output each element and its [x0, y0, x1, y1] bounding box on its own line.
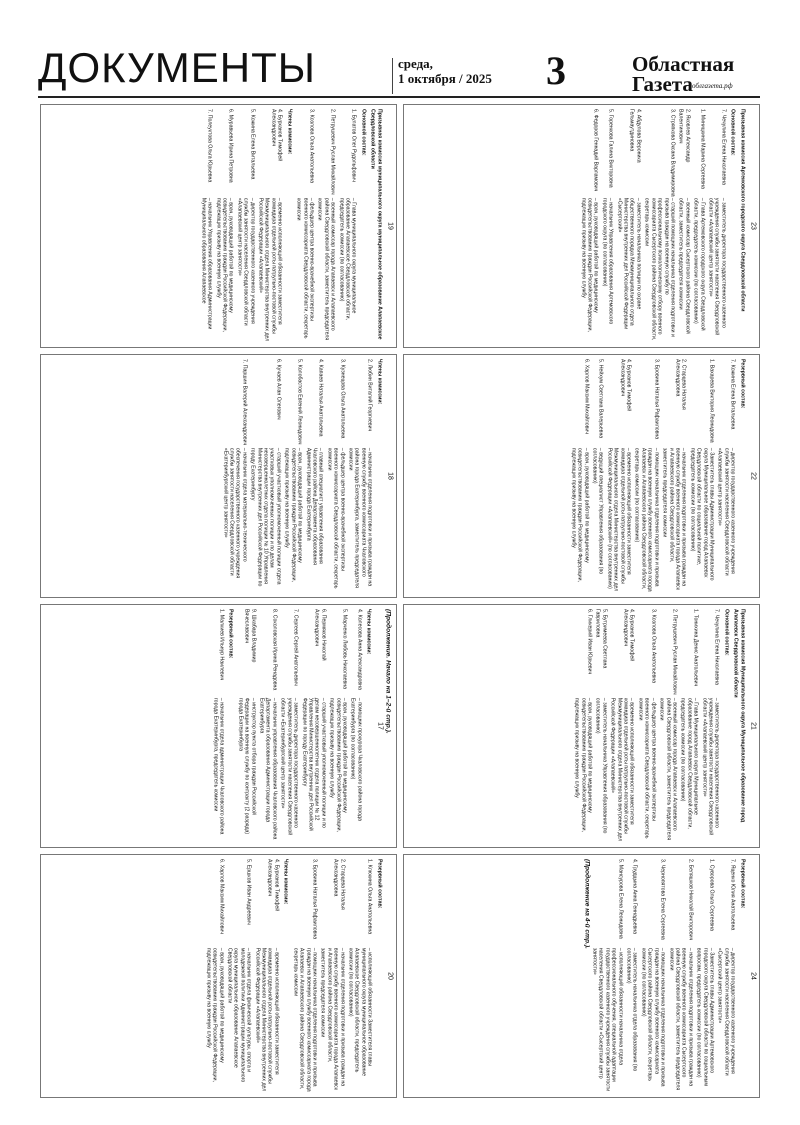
member-row — [594, 609, 607, 843]
site-link[interactable]: облгазета.рф — [692, 82, 733, 90]
member-row — [221, 359, 247, 593]
document-page-23 — [403, 104, 760, 348]
member-row — [661, 359, 687, 593]
member-row — [695, 859, 714, 1093]
member-row — [679, 609, 698, 843]
member-row — [667, 859, 693, 1093]
member-name: 7. Яценко Юлия Анатольевна — [729, 859, 736, 931]
member-position: – главный специалист управления образования Чкаловского района Департамента образования Администрации города Екатеринбурга — [304, 447, 324, 565]
member-row — [337, 109, 356, 343]
member-name: 3. Бровина Наталья Рафаиловна — [310, 859, 317, 940]
member-position: – начальник отделения подготовки и призыва граждан на военную службу военного комиссариата города Алапаевск и Алапаевского района Свердловской области, заместитель председателя комиссии — [319, 947, 345, 1091]
section-heading: Члены комиссии: — [365, 609, 372, 655]
member-position: – Заместитель главы Администрации Муниципального округа Муниципальное образование город Алапаевск Свердловской области по социальной политике, председатель комиссии (по согласованию) — [688, 447, 714, 581]
section-heading: Резервный состав: — [738, 359, 745, 409]
member-name: 4. Бурханов Тимофей Александрович — [266, 859, 279, 912]
member-row — [658, 609, 677, 843]
attachment-number: 20 — [386, 972, 393, 980]
member-row — [347, 359, 373, 593]
member-position: – фельдшер центра военно-врачебной экспертизы военного комиссариата Свердловской области, секретарь комиссии — [295, 197, 314, 339]
member-name: 3. Козлова Ольга Анатольевна — [649, 609, 656, 684]
member-position: – временно исполняющий обязанности заместителя командира отдельной роты патрульно-постовой службы Межмуниципального отдела Министерства внутренних дел Российской Федерации «Алапаевский» — [253, 947, 279, 1092]
section-heading: Резервный состав: — [375, 859, 382, 909]
member-row — [295, 109, 314, 343]
member-position: – начальник отдела администрации Чкаловского района города Екатеринбурга, председатель комиссии — [211, 697, 225, 835]
section-heading: Члены комиссии: — [285, 109, 292, 155]
member-position: – заместитель начальника полиции по охране общественного порядка Межмуниципального отдела Министерства внутренних дел Российской Федерации «Сысертский» — [615, 197, 641, 330]
member-row — [204, 859, 223, 1093]
member-name: 2. Старцева Наталья Александровна — [673, 359, 687, 410]
member-row — [319, 859, 345, 1093]
document-page-24 — [403, 854, 760, 1098]
member-row — [579, 109, 598, 343]
member-row — [573, 609, 592, 843]
member-position: – помощник начальника отделения подготовки и призыва граждан на военную службу военного комиссариата Сысертского района Свердловской области, секретарь комиссии (по согласованию) — [639, 947, 666, 1087]
member-name: 4. Бурханов Тимофей Александрович — [269, 109, 283, 162]
member-name: 5. Нейхум Светлана Валерьевна — [597, 359, 604, 439]
member-name: 5. Кожина Елена Витальевна — [248, 109, 255, 180]
section-heading: Призывная комиссия муниципального округа муниципальное образование Алапаевское Свердловской области — [369, 109, 382, 340]
section-heading: Резервный состав: — [227, 609, 234, 659]
member-row — [316, 109, 335, 343]
member-row — [615, 109, 641, 343]
section-heading: Члены комиссии: — [375, 359, 382, 405]
member-row — [304, 359, 323, 593]
member-row — [253, 859, 279, 1093]
member-row — [692, 109, 705, 343]
member-name: 8. Соколовская Ирина Ренадовна — [270, 609, 277, 691]
attachment-number: 18 — [386, 472, 393, 480]
member-position: – врач, руководящий работой по медицинскому освидетельствованию граждан Российской Федерации, подлежащих призыву на военную службу — [204, 947, 224, 1082]
member-position: – врач, руководящий работой по медицинскому освидетельствованию граждан Российской Федерации, подлежащих призыву на военную службу — [579, 197, 599, 332]
member-name: 3. Стряпкова Оксана Владимировна — [668, 109, 675, 197]
member-name: 1. Малкиев Ильнур Наилевич — [218, 609, 225, 681]
member-name: 7. Сергеев Сергей Анатольевич — [292, 609, 299, 686]
member-position: – директор государственного казенного учреждения службы занятости населения Свердловской области «Алапаевский центр занятости» — [716, 447, 736, 576]
member-position: – временно исполняющий обязанности заместителя командира отдельной роты патрульно-постовой службы Межмуниципального отдела Министерства внутренних дел Российской Федерации «Алапаевский» — [257, 197, 283, 342]
member-position: – начальник отделения подготовки и призыва граждан на военную службу военного комиссариата города Алапаевск и Алапаевского района Свердловской области, заместитель председателя комиссии — [661, 447, 687, 591]
member-position: – Заместитель главы Администрации Артемовского городского округа Свердловской области по социальным вопросам, председатель комиссии (по согласованию) — [695, 947, 714, 1086]
member-name: 1. Тонихина Денис Анатольевич — [692, 609, 699, 687]
member-name: 7. Чечулина Елена Николаевна — [713, 609, 720, 685]
member-row — [700, 609, 719, 843]
issue-date — [398, 56, 492, 86]
member-name: 7. Кожина Елена Витальевна — [729, 359, 736, 430]
masthead — [38, 44, 758, 96]
document-page-22 — [403, 354, 760, 598]
member-position: – Глава муниципального округа муниципальное образование Алапаевское Свердловской области, председатель комиссии (по согласованию) — [337, 197, 357, 320]
header-divider — [392, 58, 393, 94]
member-name: 6. Федоров Геннадий Варламович — [592, 109, 599, 192]
member-name: 6. Кучаев Алан Олегович — [274, 359, 281, 420]
member-position: – врач, руководящий работой по медицинскому освидетельствованию граждан Российской Федерации, подлежащих призыву на военную службу — [214, 197, 234, 332]
attachment-number: 21 — [749, 722, 756, 730]
member-row — [257, 109, 283, 343]
member-name: 5. Марченко Любовь Николаевна — [340, 609, 347, 690]
member-row — [716, 859, 735, 1093]
section-heading: Призывная комиссия Артемовского городского округа Свердловской области — [738, 109, 745, 312]
member-name: 4. Абдулова Вероника Гельмаутдиновна — [628, 109, 641, 163]
member-row — [637, 609, 656, 843]
member-position: – начальник Управления образования Администрации Муниципального образования Алапаевское — [199, 197, 213, 330]
member-position: – начальник отдела материально-технического обеспечения государственного казенного учреждения службы занятости населения Свердловской области «Екатеринбургский центр занятости» — [221, 447, 247, 579]
member-position: – начальник отделения подготовки и призыва граждан на военную службу военного комиссариата Сысертского района Свердловской области, заместитель председателя комиссии — [667, 947, 693, 1091]
logo-line-2: Газета — [632, 72, 693, 96]
document-page-19 — [40, 104, 397, 348]
member-row — [640, 859, 666, 1093]
attachment-number: 19 — [386, 222, 393, 230]
member-row — [707, 109, 726, 343]
member-name: 6. Пермяков Николай Александрович — [313, 609, 326, 661]
member-row — [258, 609, 277, 843]
member-position: – военный комиссар города Алапаевск и Алапаевского района Свердловской области, заместитель председателя комиссии — [316, 197, 336, 341]
member-name: 2. Яковлев Александр Валентинович — [677, 109, 690, 163]
member-position: – фельдшер центра военно-врачебной экспертизы военного комиссариата Свердловской области, секретарь комиссии — [325, 447, 345, 589]
page-number: 3 — [546, 48, 566, 93]
member-name: 2. Любин Виталий Георгиевич — [366, 359, 373, 432]
member-name: 5. Колобастов Евгений Леонидович — [296, 359, 303, 445]
subsection-heading: Основной состав: — [729, 109, 736, 156]
continuation-note: (Продолжение. Начало на 1–2-й стр.). — [384, 609, 391, 734]
member-name: 2. Беляшков Николай Викторович — [686, 859, 693, 941]
member-position: – заместитель директора государственного казенного учреждения службы занятости населения Свердловской области «Алапаевский центр занятости» — [706, 197, 726, 336]
member-position: – старший участковый уполномоченный полиции отдела участковых уполномоченных полиции и по делам несовершеннолетних отдела полиции № 10 Управления Министерства внутренних дел Российской Федерации по городу Екатеринбургу — [249, 447, 281, 587]
member-position: – старший помощник начальника отделения подготовки и призыва граждан на военную службу по профессиональному психологическому отбору военного комиссариата Сысертского района Свердловской области, секретарь комиссии — [643, 197, 675, 341]
member-row — [591, 859, 623, 1093]
member-name: 6. Гликерий Иван Юрьевич — [586, 609, 593, 675]
member-name: 4. Бурханов Тимофей Александрович — [618, 359, 632, 412]
member-row — [291, 859, 317, 1093]
section-heading: Призывная комиссия Муниципального округа Муниципальное образование город Алапаевск Свердловской области — [732, 609, 745, 823]
member-position: – врач, руководящий работой по медицинскому освидетельствованию граждан Российской Федерации, подлежащих призыву на военную службу — [328, 697, 347, 832]
attachment-number: 24 — [749, 972, 756, 980]
member-row — [226, 859, 252, 1093]
member-position: – исполняющий обязанности Заместителя главы муниципального округа муниципальное образование Алапаевское Свердловской области, председатель комиссии (по согласованию) — [346, 947, 373, 1077]
member-name: 3. Чернопятова Елена Сергеевна — [659, 859, 666, 940]
member-name: 5. Ершков Иван Андреевич — [245, 859, 252, 925]
member-name: 4. Колесова Анна Александровна — [355, 609, 362, 690]
member-position: – заместитель директора государственного казенного учреждения службы занятости населения Свердловской области «Алапаевский центр занятости» — [700, 697, 720, 836]
member-row — [249, 359, 281, 593]
member-position: – начальник управления образования Чкаловского района Департамента образования Администрации города Екатеринбурга — [258, 697, 277, 840]
member-position: – Глава Артемовского городского округа Свердловской области, председатель комиссии (по согласованию) — [692, 197, 705, 331]
member-position: – врач, руководящий работой по медицинскому освидетельствованию граждан Российской Федерации, подлежащих призыву на военную службу — [573, 697, 593, 832]
member-name: 1. Булатов Олег Рудольфович — [350, 109, 357, 182]
member-position: – помощник начальника отделения подготовки и призыва граждан на военную службу военного комиссариата города Алапаевск и Алапаевского района Свердловской области, секретарь комиссии (по согласованию) — [633, 447, 659, 592]
member-name: 7. Паршин Валерий Александрович — [240, 359, 247, 446]
member-row — [600, 109, 613, 343]
document-grid — [40, 104, 758, 1094]
member-position: – заместитель начальника Управления образования (по согласованию) — [594, 697, 607, 834]
member-row — [211, 609, 224, 843]
member-position: – старший участковый уполномоченный полиции и по делам несовершеннолетних отдела полиции № 12 Управления Министерства внутренних дел Российской Федерации по городу Екатеринбургу — [300, 697, 326, 831]
member-row — [283, 359, 302, 593]
member-row — [300, 609, 326, 843]
section-title: ДОКУМЕНТЫ — [38, 44, 316, 91]
member-position: – временно исполняющий обязанности заместителя командира отдельной роты патрульно-постовой службы Межмуниципального отдела Министерства внутренних дел Российской Федерации «Алапаевский» (по согласованию) — [605, 447, 632, 592]
attachment-number: 17 — [375, 722, 383, 730]
member-name: 1. Суворова Ольга Сергеевна — [707, 859, 714, 931]
member-row — [199, 109, 212, 343]
member-name: 6. Харлов Максим Михайлович — [217, 859, 224, 934]
member-name: 2. Петрушевич Руслан Михайлович — [670, 609, 677, 695]
member-name: 3. Кузнецова Ольга Анатольевна — [338, 359, 345, 439]
header-rule — [38, 96, 760, 98]
subsection-heading: Основной состав: — [359, 109, 366, 156]
member-row — [633, 359, 659, 593]
member-position: – военный комиссар Сысертского района Свердловской области, заместитель председателя комиссии — [677, 197, 690, 334]
continuation-note: (Продолжение на 4-й стр.). — [582, 859, 590, 949]
member-row — [236, 609, 255, 843]
member-name: 1. Клюкина Ольга Анатольевна — [366, 859, 373, 935]
member-position: – военный комиссар города Алапаевск и Алапаевского района Свердловской области, заместитель председателя комиссии — [658, 697, 677, 841]
member-row — [328, 609, 347, 843]
member-row — [325, 359, 344, 593]
document-page-18 — [40, 354, 397, 598]
attachment-number: 23 — [749, 222, 756, 230]
member-row — [349, 609, 362, 843]
member-name: 3. Козлова Ольга Анатольевна — [307, 109, 314, 184]
member-row — [625, 859, 638, 1093]
member-row — [716, 359, 735, 593]
member-row — [279, 609, 298, 843]
member-name: 5. Мансурова Елена Леонидовна — [616, 859, 623, 939]
member-row — [643, 109, 675, 343]
member-position: – заместитель директора государственного казенного учреждения службы занятости населения Свердловской области «Екатеринбургский центр занятости» — [279, 697, 299, 836]
member-position: – исполняющий обязанности начальника отдела профессионального обучения, специальной адаптации государственного казенного учреждения службы занятости населения Свердловской области «Сысертский центр занятости» — [591, 947, 623, 1092]
member-name: 4. Бурханов Тимофей Александрович — [622, 609, 635, 662]
member-name: 4. Капаев Наталья Анатольевна — [317, 359, 324, 437]
member-row — [569, 359, 588, 593]
member-name: 6. Муравьева Ирина Петровна — [227, 109, 234, 183]
member-position: – ведущий специалист Управления образования (по согласованию) — [591, 447, 604, 575]
member-row — [677, 109, 690, 343]
member-name: 1. Миницкина Марина Сергеевна — [698, 109, 705, 189]
member-position: – врач, руководящий работой по медицинскому освидетельствованию граждан Российской Федерации, подлежащих призыву на военную службу — [569, 447, 589, 582]
member-position: – помощник начальника отделения подготовки и призыва граждан на военную службу военного комиссариата города Алапаевск и Алапаевского района Свердловской области, секретарь комиссии — [291, 947, 317, 1092]
member-name: 7. Чечулина Елена Николаевна — [719, 109, 726, 185]
section-heading: Резервный состав: — [738, 859, 745, 909]
member-position: – заместитель начальника отдела образования (по согласованию) — [625, 947, 638, 1072]
member-name: 9. Шкабара Владимир Вячеславович — [243, 609, 256, 663]
member-row — [609, 609, 635, 843]
date-weekday: среда, — [398, 56, 433, 71]
document-page-17 — [40, 604, 397, 848]
member-row — [688, 359, 714, 593]
subsection-heading: Основной состав: — [722, 609, 729, 656]
member-row — [605, 359, 631, 593]
member-position: – временно исполняющий обязанности заместителя командира отдельной роты патрульно-постовой службы Межмуниципального отдела Министерства внутренних дел Российской Федерации «Алапаевский» — [609, 697, 635, 842]
member-row — [235, 109, 254, 343]
member-name: 4. Грудцына Анна Геннадьевна — [631, 859, 638, 935]
member-name: 6. Харлов Максим Михайлович — [582, 359, 589, 434]
member-row — [347, 859, 373, 1093]
attachment-number: 22 — [749, 472, 756, 480]
member-name: 2. Петрушевич Руслан Михайлович — [329, 109, 336, 195]
member-position: – начальник отделения подготовки и призыва граждан на военную службу военного комиссариата Чкаловского района города Екатеринбурга, заместитель председателя комиссии — [346, 447, 373, 588]
document-page-20 — [40, 854, 397, 1098]
member-row — [214, 109, 233, 343]
member-row — [591, 359, 604, 593]
logo-line-1: Областная — [632, 52, 735, 76]
member-name: 5. Бутримеева Светлана Гавриловна — [594, 609, 607, 669]
member-position: – директор государственного казенного учреждения службы занятости населения Свердловской области «Алапаевский центр занятости» — [235, 197, 255, 326]
member-name: 3. Бровина Наталья Рафаиловна — [652, 359, 659, 440]
document-page-21 — [403, 604, 760, 848]
member-position: – директор государственного казенного учреждения службы занятости населения Свердловской области «Сысертский центр занятости» — [716, 947, 736, 1076]
member-position: – начальник Управления образования Артемовского городского округа (по согласованию) — [600, 197, 614, 325]
member-position: – Глава Муниципального округа Муниципальное образование город Алапаевск Свердловской области, председатель комиссии (по согласованию) — [679, 697, 699, 829]
member-position: – фельдшер центра военно-врачебной экспертизы военного комиссариата Свердловской области, секретарь комиссии — [636, 697, 656, 839]
date-full: 1 октября / 2025 — [398, 71, 492, 86]
member-position: – начальник отдела физической культуры, спорта и молодежной политики Администрации муниципального округа муниципальное образование Алапаевское Свердловской области — [226, 947, 252, 1083]
member-position: – инструктор пункта отбора граждан Российской Федерации на военную службу по контракту (2 разряда) города Екатеринбурга — [236, 697, 256, 835]
member-name: 7. Полеуктова Ольга Юрьевна — [206, 109, 213, 183]
member-name: 2. Старцева Наталья Александровна — [332, 859, 345, 910]
member-name: 5. Горенкова Галина Викторовна — [607, 109, 614, 188]
member-name: 1. Вахарева Виктория Леонидовна — [707, 359, 714, 443]
member-position: – помощник прокурора Чкаловского района города Екатеринбурга (по согласованию) — [349, 697, 362, 821]
section-heading: Члены комиссии: — [282, 859, 289, 905]
member-position: – врач, руководящий работой по медицинскому освидетельствованию граждан Российской Федерации, подлежащих призыву на военную службу — [283, 447, 303, 582]
